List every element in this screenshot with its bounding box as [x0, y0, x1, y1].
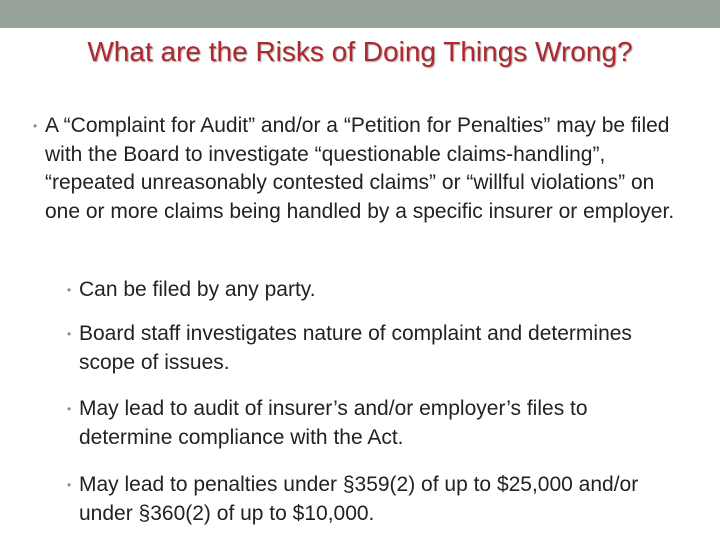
top-accent-band — [0, 0, 720, 28]
bullet-dot-icon: • — [67, 478, 72, 492]
bullet-dot-icon: • — [67, 402, 72, 416]
sub-bullet-audit — [67, 395, 679, 452]
bullet-dot-icon: • — [33, 119, 38, 133]
sub-bullet-text: Board staff investigates nature of complaint and determines scope of issues. — [79, 322, 632, 374]
bullet-dot-icon: • — [67, 327, 72, 341]
sub-bullet-text: May lead to audit of insurer’s and/or employer’s files to determine compliance with the Act. — [79, 397, 588, 449]
sub-bullet-board-staff — [67, 320, 679, 377]
main-bullet — [33, 112, 685, 226]
main-bullet-text: A “Complaint for Audit” and/or a “Petition for Penalties” may be filed with the Board to investigate “questionable claims-handling”, “repeated unreasonably contested claims” or “willful violations” on one or more claims being handled by a specific insurer or employer. — [45, 114, 675, 223]
slide-title: What are the Risks of Doing Things Wrong? — [87, 36, 633, 67]
sub-bullet-penalties — [67, 471, 679, 528]
bullet-dot-icon: • — [67, 283, 72, 297]
sub-bullet-any-party — [67, 276, 679, 305]
sub-bullet-text: Can be filed by any party. — [79, 278, 316, 301]
sub-bullet-text: May lead to penalties under §359(2) of up to $25,000 and/or under §360(2) of up to $10,000. — [79, 473, 639, 525]
